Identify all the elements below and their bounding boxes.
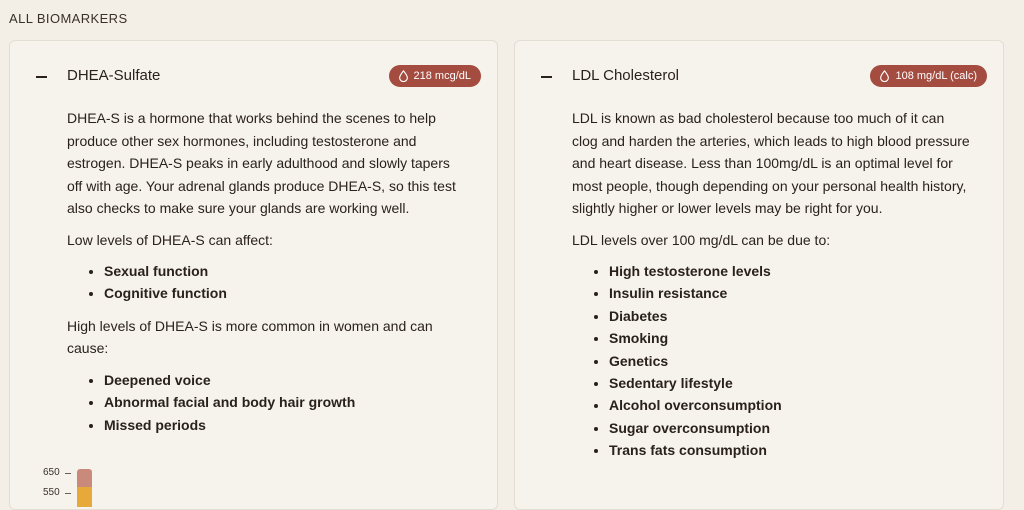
- card-description: [572, 107, 973, 472]
- low-levels-list: [67, 260, 467, 305]
- list-item: • Diabetes: [609, 305, 973, 327]
- list-item: • Missed periods: [104, 414, 467, 436]
- card-title: LDL Cholesterol: [572, 67, 679, 84]
- biomarker-card-ldl-cholesterol: [514, 40, 1004, 510]
- result-value: 108 mg/dL (calc): [895, 70, 977, 82]
- card-header[interactable]: [10, 65, 497, 89]
- list-item: • Alcohol overconsumption: [609, 394, 973, 416]
- biomarker-card-dhea-sulfate: [9, 40, 498, 510]
- section-title: ALL BIOMARKERS: [9, 11, 128, 26]
- card-header[interactable]: [515, 65, 1003, 89]
- list-item: • Sedentary lifestyle: [609, 372, 973, 394]
- low-levels-heading: Low levels of DHEA-S can affect:: [67, 231, 273, 248]
- causes-heading: LDL levels over 100 mg/dL can be due to:: [572, 231, 831, 248]
- result-badge: [389, 65, 481, 87]
- list-item: • Smoking: [609, 327, 973, 349]
- tick-mark: [65, 493, 71, 494]
- list-item: • Sexual function: [104, 260, 467, 282]
- description-paragraph: DHEA-S is a hormone that works behind the scenes to help produce other sex hormones, including testosterone and estrogen. DHEA-S peaks in early adulthood and slowly tapers off with age. Your adrenal glands produce DHEA-S, so this test also checks to make sure your glands are working well.: [67, 110, 456, 216]
- list-item: • Deepened voice: [104, 369, 467, 391]
- collapse-button[interactable]: [30, 65, 54, 89]
- result-badge: [870, 65, 987, 87]
- collapse-button[interactable]: [535, 65, 559, 89]
- list-item: • Trans fats consumption: [609, 439, 973, 461]
- range-bar-mid: [77, 487, 92, 507]
- card-title: DHEA-Sulfate: [67, 67, 161, 84]
- list-item: • Genetics: [609, 350, 973, 372]
- list-item: • Sugar overconsumption: [609, 417, 973, 439]
- high-levels-heading: High levels of DHEA-S is more common in women and can cause:: [67, 317, 433, 357]
- list-item: • Cognitive function: [104, 282, 467, 304]
- tick-label: 650: [43, 467, 60, 478]
- range-bar-high: [77, 469, 92, 487]
- drop-icon: [879, 70, 890, 82]
- tick-mark: [65, 473, 71, 474]
- drop-icon: [398, 70, 409, 82]
- result-value: 218 mcg/dL: [413, 70, 471, 82]
- minus-icon: [36, 76, 47, 78]
- list-item: • Insulin resistance: [609, 282, 973, 304]
- list-item: • High testosterone levels: [609, 260, 973, 282]
- high-levels-list: [67, 369, 467, 436]
- card-description: [67, 107, 467, 446]
- minus-icon: [541, 76, 552, 78]
- description-paragraph: LDL is known as bad cholesterol because too much of it can clog and harden the arteries, which leads to high blood pressure and heart disease. Less than 100mg/dL is an optimal level for most people, though depending on your personal health history, slightly higher or lower levels may be right for you.: [572, 110, 970, 216]
- tick-label: 550: [43, 487, 60, 498]
- range-chart: [40, 467, 110, 507]
- causes-list: [572, 260, 973, 462]
- list-item: • Abnormal facial and body hair growth: [104, 391, 467, 413]
